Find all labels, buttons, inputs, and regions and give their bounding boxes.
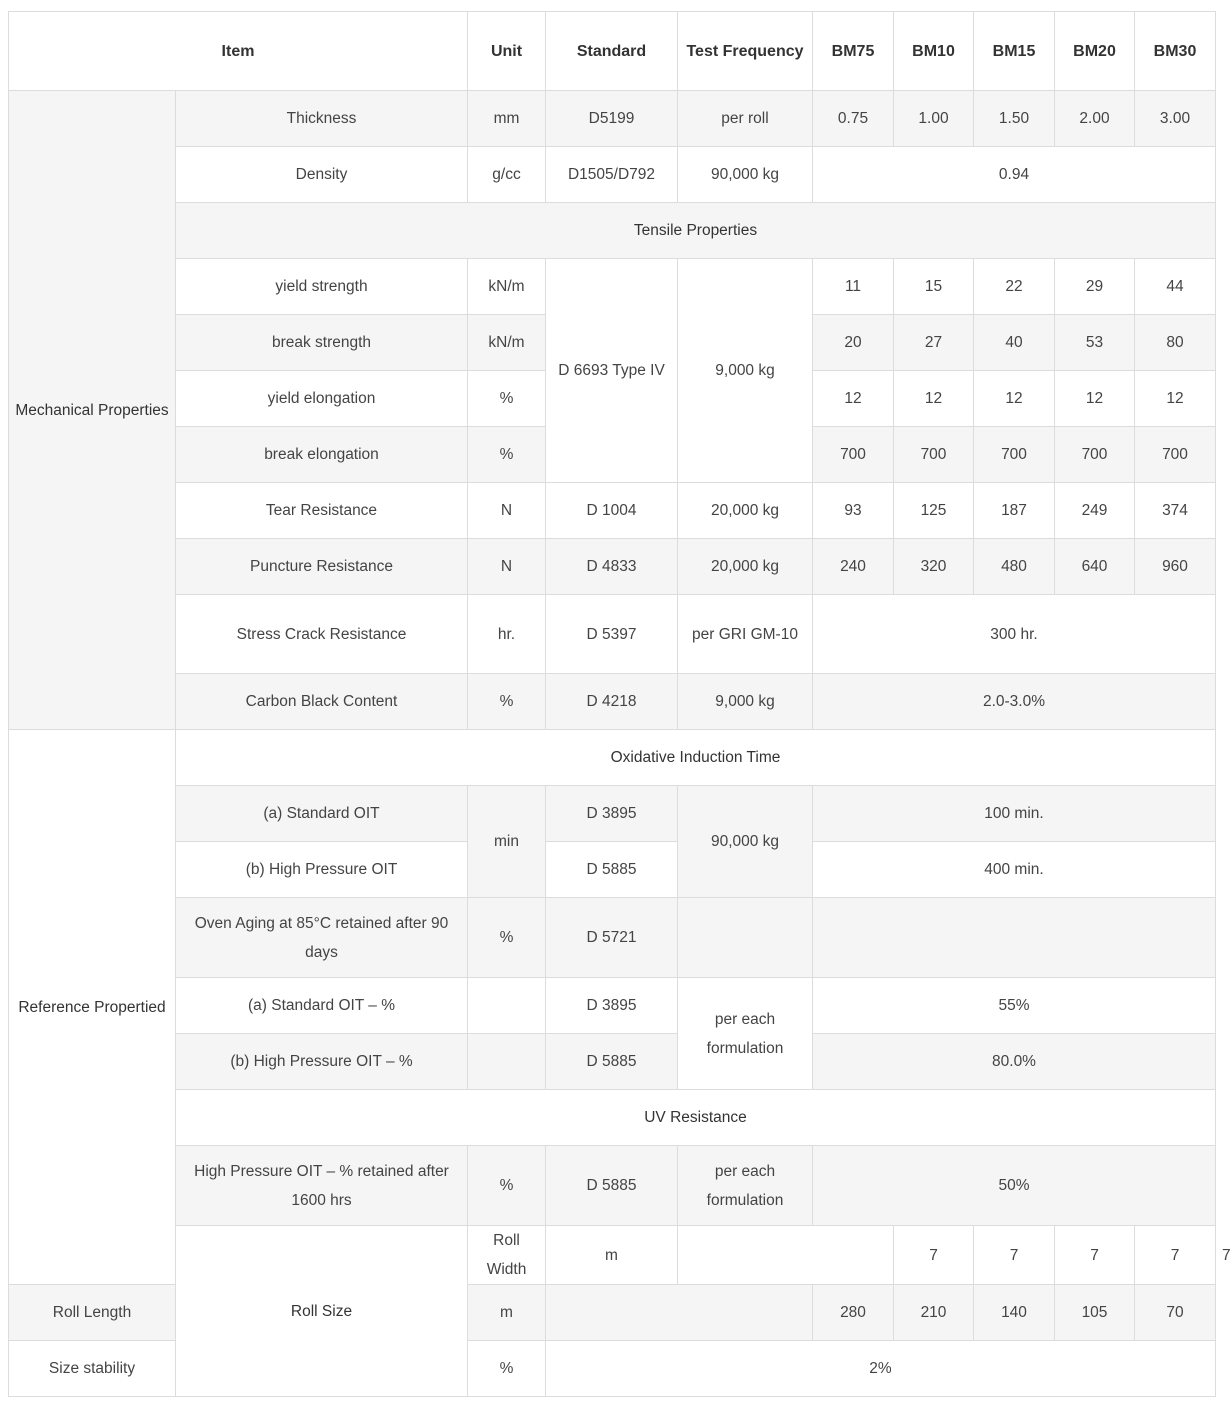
item-cell: break elongation [176,427,468,483]
frequency-cell: 90,000 kg [678,147,813,203]
standard-cell: D 5885 [546,842,678,898]
value-cell: 240 [813,539,894,595]
value-cell: 187 [974,483,1055,539]
header-product: BM10 [894,12,974,91]
unit-cell: % [468,371,546,427]
value-cell: 7 [1135,1226,1216,1285]
value-cell: 12 [1135,371,1216,427]
value-cell: 700 [894,427,974,483]
unit-cell: N [468,483,546,539]
table-row [9,259,1216,315]
subheader-oxidative-induction-time: Oxidative Induction Time [176,730,1216,786]
header-standard: Standard [546,12,678,91]
standard-cell: D1505/D792 [546,147,678,203]
unit-cell: kN/m [468,315,546,371]
value-cell: 100 min. [813,786,1216,842]
value-cell: 44 [1135,259,1216,315]
value-cell: 7 [974,1226,1055,1285]
table-row [9,147,1216,203]
frequency-cell: per GRI GM-10 [678,595,813,674]
value-cell: 125 [894,483,974,539]
value-cell: 480 [974,539,1055,595]
group-reference-properties: Reference Propertied [9,730,176,1285]
value-cell: 11 [813,259,894,315]
header-product: BM75 [813,12,894,91]
table-row [9,595,1216,674]
value-cell: 12 [974,371,1055,427]
item-cell: Roll Length [9,1285,176,1341]
table-row [9,978,1216,1034]
value-cell [813,898,1216,978]
value-cell: 374 [1135,483,1216,539]
value-cell: 55% [813,978,1216,1034]
value-cell: 105 [1055,1285,1135,1341]
standard-cell: D 6693 Type IV [546,259,678,483]
subheader-uv-resistance: UV Resistance [176,1090,1216,1146]
value-cell: 1.00 [894,91,974,147]
header-unit: Unit [468,12,546,91]
value-cell: 20 [813,315,894,371]
standard-cell: D 5885 [546,1146,678,1226]
header-product: BM15 [974,12,1055,91]
value-cell: 2.00 [1055,91,1135,147]
item-cell: Size stability [9,1341,176,1397]
value-cell: 140 [974,1285,1055,1341]
frequency-cell: 20,000 kg [678,483,813,539]
unit-cell: kN/m [468,259,546,315]
subheader-tensile-properties: Tensile Properties [176,203,1216,259]
item-cell: Oven Aging at 85°C retained after 90 days [176,898,468,978]
frequency-cell: 90,000 kg [678,786,813,898]
unit-cell: m [468,1285,546,1341]
table-row [9,842,1216,898]
value-cell: 12 [813,371,894,427]
value-cell: 249 [1055,483,1135,539]
value-cell: 0.75 [813,91,894,147]
unit-cell: mm [468,91,546,147]
frequency-cell: per each formulation [678,978,813,1090]
value-cell: 40 [974,315,1055,371]
standard-cell: D 1004 [546,483,678,539]
unit-cell: % [468,427,546,483]
table-row [9,483,1216,539]
standard-cell [546,1285,813,1341]
value-cell: 300 hr. [813,595,1216,674]
standard-cell: D5199 [546,91,678,147]
specification-table [8,11,1231,1397]
value-cell: 1.50 [974,91,1055,147]
item-cell: Stress Crack Resistance [176,595,468,674]
value-cell: 80.0% [813,1034,1216,1090]
value-cell: 700 [1055,427,1135,483]
group-mechanical-properties: Mechanical Properties [9,91,176,730]
table-row: Roll Size Roll Width m 7 7 7 7 7 [9,1226,1216,1285]
header-item: Item [9,12,468,91]
frequency-cell: per roll [678,91,813,147]
item-cell: (b) High Pressure OIT – % [176,1034,468,1090]
table-row [9,91,1216,147]
value-cell: 7 [894,1226,974,1285]
standard-cell: D 5721 [546,898,678,978]
value-cell: 700 [813,427,894,483]
item-cell: Tear Resistance [176,483,468,539]
unit-cell: min [468,786,546,898]
value-cell: 53 [1055,315,1135,371]
value-cell: 960 [1135,539,1216,595]
standard-cell: D 3895 [546,978,678,1034]
value-cell: 2.0-3.0% [813,674,1216,730]
item-cell: break strength [176,315,468,371]
unit-cell: % [468,1146,546,1226]
value-cell: 320 [894,539,974,595]
frequency-cell: 9,000 kg [678,259,813,483]
value-cell: 700 [1135,427,1216,483]
item-cell: Carbon Black Content [176,674,468,730]
item-cell: yield strength [176,259,468,315]
value-cell: 3.00 [1135,91,1216,147]
header-product: BM30 [1135,12,1216,91]
standard-cell: D 5397 [546,595,678,674]
table-row [9,898,1216,978]
standard-cell [678,1226,894,1285]
unit-cell: hr. [468,595,546,674]
item-cell: Roll Width [468,1226,546,1285]
frequency-cell: 20,000 kg [678,539,813,595]
standard-cell: D 4833 [546,539,678,595]
value-cell: 27 [894,315,974,371]
value-cell: 22 [974,259,1055,315]
item-cell: (a) Standard OIT – % [176,978,468,1034]
table-row [9,786,1216,842]
unit-cell: N [468,539,546,595]
unit-cell: g/cc [468,147,546,203]
frequency-cell: 9,000 kg [678,674,813,730]
value-cell: 2% [546,1341,1216,1397]
standard-cell: D 4218 [546,674,678,730]
unit-cell: % [468,1341,546,1397]
unit-cell: m [546,1226,678,1285]
value-cell: 15 [894,259,974,315]
value-cell: 50% [813,1146,1216,1226]
header-row [9,12,1216,91]
subheader-row [9,730,1216,786]
frequency-cell [678,898,813,978]
subheader-row [9,1090,1216,1146]
value-cell: 400 min. [813,842,1216,898]
unit-cell: % [468,674,546,730]
value-cell: 280 [813,1285,894,1341]
standard-cell: D 5885 [546,1034,678,1090]
table-row [9,1146,1216,1226]
item-cell: yield elongation [176,371,468,427]
item-cell: (a) Standard OIT [176,786,468,842]
table-row [9,674,1216,730]
unit-cell [468,1034,546,1090]
value-cell: 29 [1055,259,1135,315]
value-cell: 700 [974,427,1055,483]
standard-cell: D 3895 [546,786,678,842]
header-test-frequency: Test Frequency [678,12,813,91]
item-cell: High Pressure OIT – % retained after 1600 hrs [176,1146,468,1226]
value-cell: 210 [894,1285,974,1341]
value-cell: 70 [1135,1285,1216,1341]
item-cell: Density [176,147,468,203]
item-cell: Thickness [176,91,468,147]
value-cell: 93 [813,483,894,539]
value-cell: 12 [894,371,974,427]
value-cell: 12 [1055,371,1135,427]
subheader-row [9,203,1216,259]
header-product: BM20 [1055,12,1135,91]
item-cell: (b) High Pressure OIT [176,842,468,898]
unit-cell: % [468,898,546,978]
group-roll-size: Roll Size [176,1226,468,1397]
unit-cell [468,978,546,1034]
value-cell: 80 [1135,315,1216,371]
item-cell: Puncture Resistance [176,539,468,595]
table-row [9,1034,1216,1090]
value-cell: 7 [1055,1226,1135,1285]
value-cell: 0.94 [813,147,1216,203]
value-cell: 640 [1055,539,1135,595]
frequency-cell: per each formulation [678,1146,813,1226]
table-row [9,539,1216,595]
